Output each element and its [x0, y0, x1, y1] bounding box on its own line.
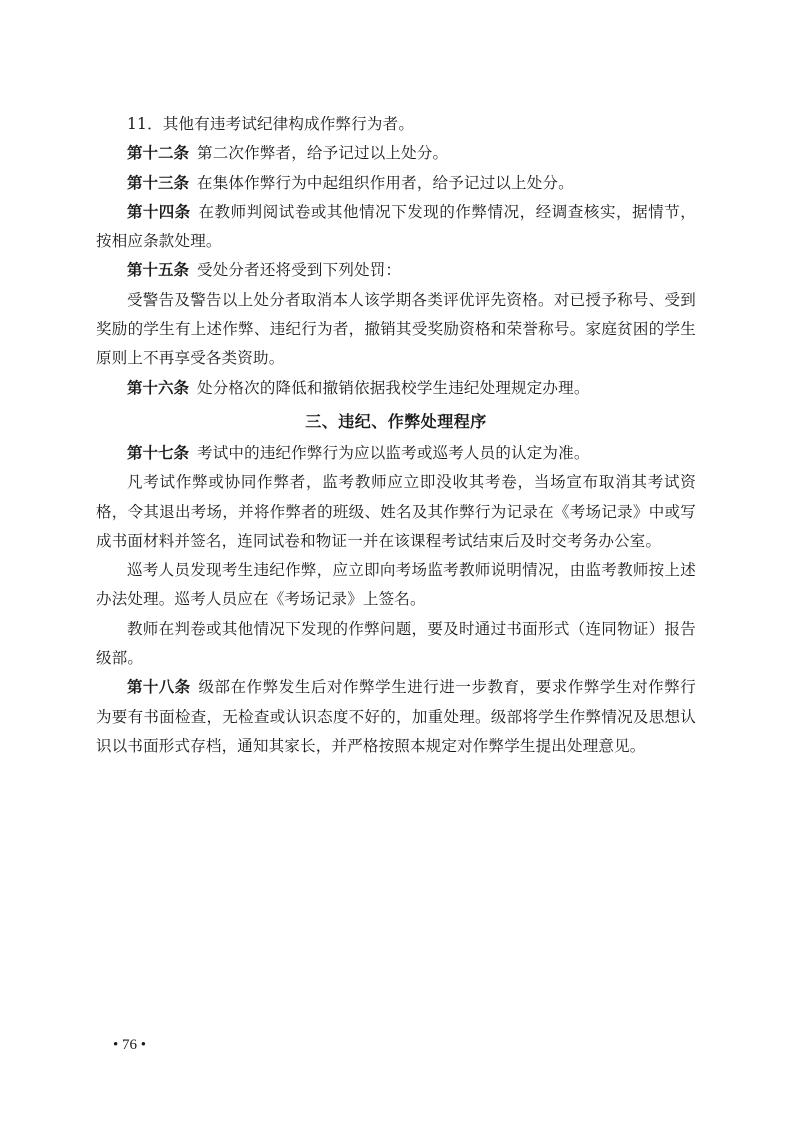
article-heading: 第十七条 [127, 443, 190, 462]
article-13 [96, 169, 696, 198]
article-heading: 第十五条 [127, 261, 190, 280]
article-heading: 第十三条 [127, 173, 190, 192]
article-heading: 第十二条 [127, 144, 190, 163]
paragraph-text: 在集体作弊行为中起组织作用者，给予记过以上处分。 [197, 173, 574, 192]
paragraph-text: 在教师判阅试卷或其他情况下发现的作弊情况，经调查核实，据情节，按相应条款处理。 [96, 202, 696, 251]
article-heading: 第十四条 [127, 202, 191, 221]
article-17 [96, 439, 696, 468]
paragraph-text: 巡考人员发现考生违纪作弊，应立即向考场监考教师说明情况，由监考教师按上述办法处理。巡考人员应在《考场记录》上签名。 [96, 561, 696, 609]
article-17-procedure-2 [96, 556, 696, 615]
paragraph-text: 受处分者还将受到下列处罚： [197, 261, 402, 280]
page-number: • 76 • [113, 1037, 147, 1053]
article-17-procedure-3 [96, 615, 696, 674]
article-heading: 第十六条 [127, 378, 190, 397]
article-18 [96, 673, 696, 761]
paragraph-text: 教师在判卷或其他情况下发现的作弊问题，要及时通过书面形式（连同物证）报告级部。 [96, 619, 696, 668]
paragraph-text: 11．其他有违考试纪律构成作弊行为者。 [127, 115, 415, 133]
article-15-detail [96, 286, 696, 374]
article-heading: 第十八条 [127, 678, 191, 697]
paragraph-text: 受警告及警告以上处分者取消本人该学期各类评优评先资格。对已授予称号、受到奖励的学生有上述作弊、违纪行为者，撤销其受奖励资格和荣誉称号。家庭贫困的学生原则上不再享受各类资助。 [96, 290, 696, 368]
document-body [96, 110, 696, 761]
paragraph-text: 考试中的违纪作弊行为应以监考或巡考人员的认定为准。 [197, 443, 590, 462]
clause-11 [96, 110, 696, 139]
article-14 [96, 198, 696, 257]
article-16 [96, 374, 696, 403]
article-12 [96, 139, 696, 168]
article-17-procedure-1 [96, 468, 696, 556]
article-15 [96, 256, 696, 285]
paragraph-text: 凡考试作弊或协同作弊者，监考教师应立即没收其考卷，当场宣布取消其考试资格，令其退出考场，并将作弊者的班级、姓名及其作弊行为记录在《考场记录》中或写成书面材料并签名，连同试卷和物证一并在该课程考试结束后及时交考务办公室。 [96, 473, 696, 550]
paragraph-text: 处分格次的降低和撤销依据我校学生违纪处理规定办理。 [197, 378, 590, 397]
paragraph-text: 第二次作弊者，给予记过以上处分。 [197, 144, 449, 163]
section-title: 三、违纪、作弊处理程序 [305, 411, 487, 431]
paragraph-text: 级部在作弊发生后对作弊学生进行进一步教育，要求作弊学生对作弊行为要有书面检查，无检查或认识态度不好的，加重处理。级部将学生作弊情况及思想认识以书面形式存档，通知其家长，并严格按照本规定对作弊学生提出处理意见。 [96, 678, 696, 755]
